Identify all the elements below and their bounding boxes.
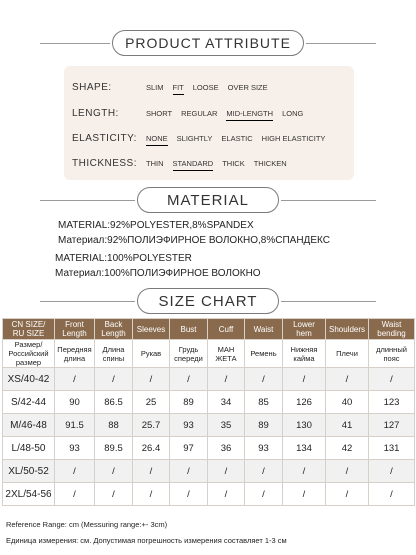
measure-cell: 126 bbox=[283, 391, 326, 414]
section-title: PRODUCT ATTRIBUTE bbox=[112, 30, 304, 56]
material-line: Материал:100%ПОЛИЭФИРНОЕ ВОЛОКНО bbox=[55, 268, 261, 279]
measure-cell: 85 bbox=[245, 391, 283, 414]
measure-cell: 134 bbox=[283, 437, 326, 460]
table-row bbox=[3, 368, 415, 391]
product-attribute-header bbox=[0, 30, 416, 56]
measure-cell: / bbox=[55, 483, 95, 506]
attribute-row bbox=[72, 106, 312, 120]
measure-cell: / bbox=[55, 460, 95, 483]
measure-cell: 36 bbox=[208, 437, 245, 460]
attribute-option: OVER SIZE bbox=[227, 82, 268, 92]
column-header-ru: Размер/ Российский размер bbox=[3, 340, 55, 368]
attribute-option: LONG bbox=[282, 108, 304, 118]
divider-line bbox=[40, 43, 110, 44]
attribute-option: SHORT bbox=[146, 108, 173, 118]
attribute-row bbox=[72, 131, 334, 145]
column-header-ru: Передняя длина bbox=[55, 340, 95, 368]
attribute-label: LENGTH: bbox=[72, 107, 119, 119]
measure-cell: 89 bbox=[170, 391, 208, 414]
measure-cell: / bbox=[170, 483, 208, 506]
attribute-option: HIGH ELASTICITY bbox=[261, 133, 326, 143]
attribute-label: SHAPE: bbox=[72, 81, 112, 93]
table-row bbox=[3, 391, 415, 414]
measure-cell: / bbox=[326, 460, 369, 483]
measure-cell: / bbox=[326, 483, 369, 506]
column-header: Back Length bbox=[95, 319, 133, 340]
measurement-unit-note: Единица измерения: см. Допустимая погрешность измерения составляет 1-3 см bbox=[6, 536, 287, 545]
measure-cell: / bbox=[369, 460, 415, 483]
measure-cell: / bbox=[133, 483, 170, 506]
measure-cell: / bbox=[369, 368, 415, 391]
divider-line bbox=[281, 301, 376, 302]
attribute-option-selected: MID-LENGTH bbox=[226, 108, 274, 118]
table-row bbox=[3, 460, 415, 483]
measure-cell: / bbox=[133, 368, 170, 391]
column-header-ru: Длина спины bbox=[95, 340, 133, 368]
measure-cell: / bbox=[208, 460, 245, 483]
attribute-option: SLIM bbox=[146, 82, 164, 92]
divider-line bbox=[306, 43, 376, 44]
measure-cell: 42 bbox=[326, 437, 369, 460]
column-header-ru: Нижняя кайма bbox=[283, 340, 326, 368]
measure-cell: 35 bbox=[208, 414, 245, 437]
measure-cell: / bbox=[95, 368, 133, 391]
measure-cell: / bbox=[369, 483, 415, 506]
measure-cell: / bbox=[283, 368, 326, 391]
measure-cell: / bbox=[95, 483, 133, 506]
measure-cell: 131 bbox=[369, 437, 415, 460]
material-line: MATERIAL:92%POLYESTER,8%SPANDEX bbox=[58, 220, 254, 231]
measure-cell: 86.5 bbox=[95, 391, 133, 414]
attribute-label: ELASTICITY: bbox=[72, 132, 137, 144]
divider-line bbox=[40, 200, 135, 201]
material-header bbox=[0, 187, 416, 213]
measure-cell: / bbox=[208, 368, 245, 391]
column-header-ru: Рукав bbox=[133, 340, 170, 368]
measure-cell: 93 bbox=[55, 437, 95, 460]
size-cell: 2XL/54-56 bbox=[3, 483, 55, 506]
attribute-option: REGULAR bbox=[181, 108, 218, 118]
measure-cell: 93 bbox=[170, 414, 208, 437]
measure-cell: 127 bbox=[369, 414, 415, 437]
table-body bbox=[3, 368, 415, 506]
column-header: Sleeves bbox=[133, 319, 170, 340]
measure-cell: / bbox=[245, 368, 283, 391]
column-header: Shoulders bbox=[326, 319, 369, 340]
measure-cell: / bbox=[170, 460, 208, 483]
material-line: Материал:92%ПОЛИЭФИРНОЕ ВОЛОКНО,8%СПАНДЕКС bbox=[58, 235, 330, 246]
measure-cell: / bbox=[326, 368, 369, 391]
measure-cell: 91.5 bbox=[55, 414, 95, 437]
measure-cell: 41 bbox=[326, 414, 369, 437]
column-header: CN SIZE/ RU SIZE bbox=[3, 319, 55, 340]
measure-cell: / bbox=[283, 460, 326, 483]
measure-cell: / bbox=[133, 460, 170, 483]
size-cell: XL/50-52 bbox=[3, 460, 55, 483]
section-title: MATERIAL bbox=[137, 187, 279, 213]
attribute-option: LOOSE bbox=[192, 82, 219, 92]
measure-cell: 93 bbox=[245, 437, 283, 460]
column-header-ru: Грудь спереди bbox=[170, 340, 208, 368]
column-header-ru: Плечи bbox=[326, 340, 369, 368]
column-header: Waist bbox=[245, 319, 283, 340]
reference-range-note: Reference Range: cm (Messuring range:+- 3cm) bbox=[6, 520, 168, 529]
measure-cell: / bbox=[208, 483, 245, 506]
table-row bbox=[3, 414, 415, 437]
attribute-option: THICK bbox=[222, 158, 245, 168]
size-cell: L/48-50 bbox=[3, 437, 55, 460]
column-header-ru: МАН ЖЕТА bbox=[208, 340, 245, 368]
attribute-row bbox=[72, 156, 296, 170]
table-header-en bbox=[3, 319, 415, 340]
column-header-ru: Ремень bbox=[245, 340, 283, 368]
section-title: SIZE CHART bbox=[137, 288, 279, 314]
measure-cell: 88 bbox=[95, 414, 133, 437]
divider-line bbox=[40, 301, 135, 302]
table-row bbox=[3, 483, 415, 506]
size-chart-header bbox=[0, 288, 416, 314]
measure-cell: / bbox=[55, 368, 95, 391]
measure-cell: 89 bbox=[245, 414, 283, 437]
measure-cell: 40 bbox=[326, 391, 369, 414]
measure-cell: / bbox=[170, 368, 208, 391]
attribute-option: THICKEN bbox=[253, 158, 287, 168]
attribute-label: THICKNESS: bbox=[72, 157, 138, 169]
column-header: Waist bending bbox=[369, 319, 415, 340]
divider-line bbox=[281, 200, 376, 201]
measure-cell: 34 bbox=[208, 391, 245, 414]
column-header-ru: длинный пояс bbox=[369, 340, 415, 368]
table-row bbox=[3, 437, 415, 460]
measure-cell: 89.5 bbox=[95, 437, 133, 460]
measure-cell: 97 bbox=[170, 437, 208, 460]
column-header: Lower hem bbox=[283, 319, 326, 340]
column-header: Bust bbox=[170, 319, 208, 340]
size-cell: S/42-44 bbox=[3, 391, 55, 414]
measure-cell: / bbox=[283, 483, 326, 506]
attribute-option: THIN bbox=[146, 158, 164, 168]
measure-cell: 26.4 bbox=[133, 437, 170, 460]
size-cell: XS/40-42 bbox=[3, 368, 55, 391]
table-header-ru bbox=[3, 340, 415, 368]
column-header: Cuff bbox=[208, 319, 245, 340]
size-cell: M/46-48 bbox=[3, 414, 55, 437]
measure-cell: 25 bbox=[133, 391, 170, 414]
column-header: Front Length bbox=[55, 319, 95, 340]
measure-cell: 25.7 bbox=[133, 414, 170, 437]
measure-cell: / bbox=[245, 460, 283, 483]
attribute-panel bbox=[64, 66, 354, 180]
measure-cell: 130 bbox=[283, 414, 326, 437]
attribute-option: SLIGHTLY bbox=[176, 133, 213, 143]
measure-cell: 90 bbox=[55, 391, 95, 414]
attribute-option-selected: NONE bbox=[146, 133, 168, 143]
measure-cell: 123 bbox=[369, 391, 415, 414]
attribute-option: ELASTIC bbox=[221, 133, 253, 143]
material-line: MATERIAL:100%POLYESTER bbox=[55, 253, 192, 264]
attribute-option-selected: STANDARD bbox=[172, 158, 214, 168]
attribute-option-selected: FIT bbox=[172, 82, 184, 92]
attribute-row bbox=[72, 80, 277, 94]
measure-cell: / bbox=[245, 483, 283, 506]
measure-cell: / bbox=[95, 460, 133, 483]
size-chart-table bbox=[2, 318, 415, 506]
